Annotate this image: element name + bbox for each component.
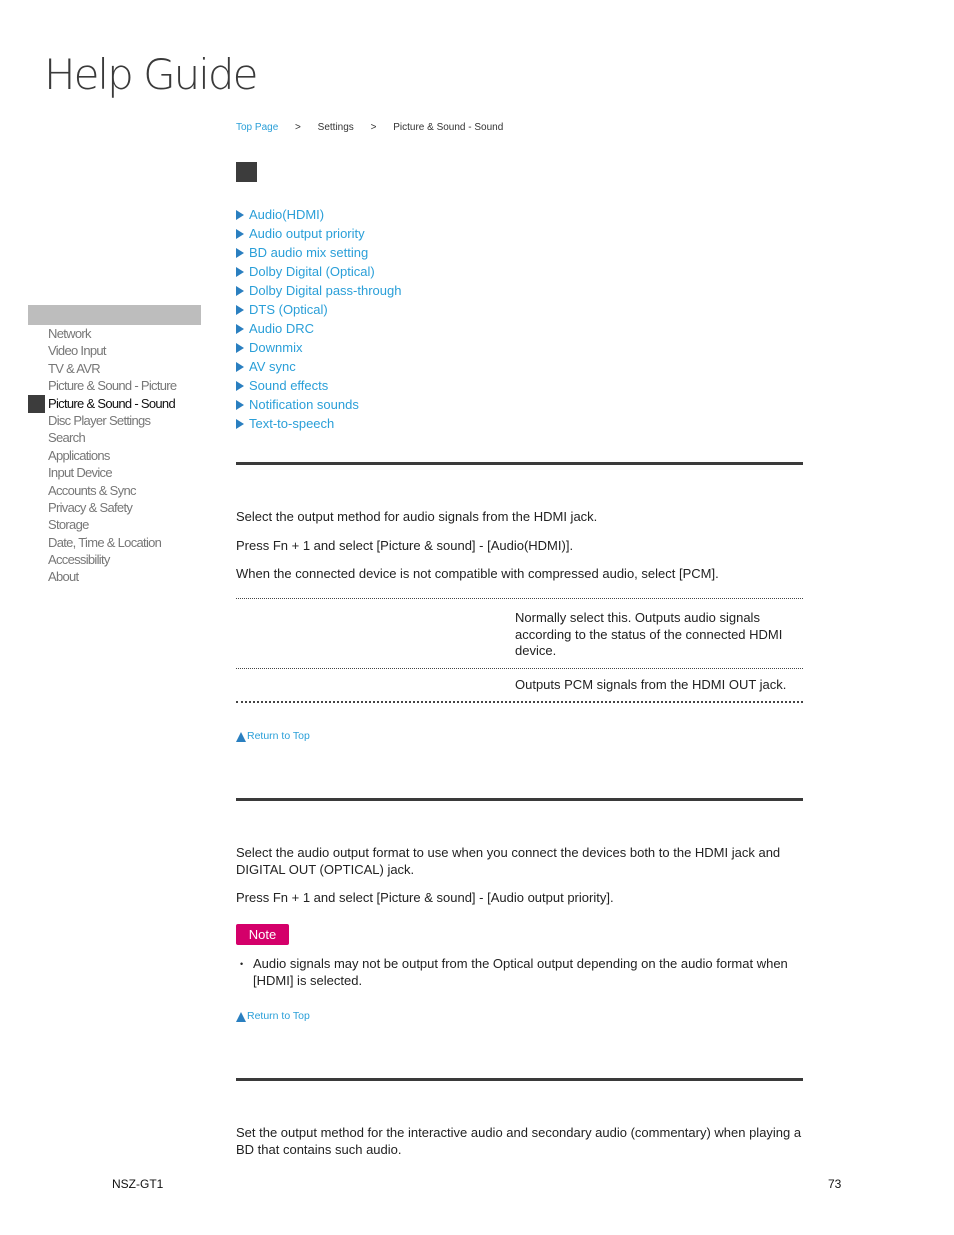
toc-item-label: Dolby Digital (Optical)	[249, 264, 375, 279]
sidebar-item-picture-sound-picture[interactable]: Picture & Sound - Picture	[48, 378, 177, 394]
return-to-top-link[interactable]	[236, 730, 310, 742]
toc-item-bd-audio-mix-setting[interactable]	[236, 243, 401, 262]
breadcrumb-separator: >	[370, 122, 377, 133]
table-of-contents	[236, 205, 401, 433]
sidebar-item-storage[interactable]: Storage	[48, 517, 89, 533]
section2-description: Select the audio output format to use when you connect the devices both to the HDMI jack and DIGITAL OUT (OPTICAL) jack.	[236, 845, 781, 877]
arrow-right-icon	[236, 305, 244, 315]
toc-item-downmix[interactable]	[236, 338, 401, 357]
section2-instruction: Press Fn + 1 and select [Picture & sound] - [Audio output priority].	[236, 890, 614, 905]
return-to-top-label: Return to Top	[247, 1010, 310, 1022]
sidebar-item-input-device[interactable]: Input Device	[48, 465, 112, 481]
sidebar-item-accounts-sync[interactable]: Accounts & Sync	[48, 482, 136, 498]
note-list-item	[240, 956, 800, 989]
sidebar-item-search[interactable]: Search	[48, 430, 85, 446]
toc-item-label: Dolby Digital pass-through	[249, 283, 402, 298]
table-border	[236, 701, 803, 703]
breadcrumb-separator: >	[295, 122, 301, 133]
arrow-right-icon	[236, 248, 244, 258]
toc-item-label: Notification sounds	[249, 397, 359, 412]
page-title: Help Guide	[44, 50, 257, 99]
sidebar-item-picture-sound-sound[interactable]: Picture & Sound - Sound	[28, 395, 201, 412]
section3-description: Set the output method for the interactive audio and secondary audio (commentary) when playing a BD that contains such audio.	[236, 1125, 802, 1157]
arrow-right-icon	[236, 400, 244, 410]
sidebar-item-date-time-location[interactable]: Date, Time & Location	[48, 534, 162, 550]
sidebar	[28, 305, 201, 586]
section1-instruction: Press Fn + 1 and select [Picture & sound] - [Audio(HDMI)].	[236, 538, 574, 553]
sidebar-item-disc-player-settings[interactable]: Disc Player Settings	[48, 412, 151, 428]
toc-item-audio-drc[interactable]	[236, 319, 401, 338]
breadcrumb-settings: Settings	[317, 122, 354, 133]
section1-description: Select the output method for audio signals from the HDMI jack.	[236, 509, 598, 524]
arrow-right-icon	[236, 343, 244, 353]
footer-page-number: 73	[828, 1177, 842, 1191]
toc-item-av-sync[interactable]	[236, 357, 401, 376]
toc-item-label: DTS (Optical)	[249, 302, 328, 317]
toc-item-sound-effects[interactable]	[236, 376, 401, 395]
toc-item-label: Text-to-speech	[249, 416, 335, 431]
toc-item-label: Audio DRC	[249, 321, 315, 336]
sidebar-item-video-input[interactable]: Video Input	[48, 343, 106, 359]
note-text: Audio signals may not be output from the Optical output depending on the audio format when [HDMI] is selected.	[253, 956, 788, 988]
toc-item-label: Audio output priority	[249, 226, 365, 241]
toc-item-notification-sounds[interactable]	[236, 395, 401, 414]
toc-item-dolby-digital-pass-through[interactable]	[236, 281, 401, 300]
sidebar-item-about[interactable]: About	[48, 569, 79, 585]
toc-item-dts-optical[interactable]	[236, 300, 401, 319]
option-row1-description: Normally select this. Outputs audio signals according to the status of the connected HDMI device.	[515, 610, 783, 658]
arrow-up-icon	[236, 1012, 246, 1022]
bullet-icon: •	[240, 959, 244, 969]
section-divider	[236, 1078, 803, 1081]
return-to-top-label: Return to Top	[247, 730, 310, 742]
section-divider	[236, 798, 803, 801]
arrow-right-icon	[236, 324, 244, 334]
toc-item-dolby-digital-optical[interactable]	[236, 262, 401, 281]
footer-model: NSZ-GT1	[112, 1177, 164, 1191]
arrow-right-icon	[236, 229, 244, 239]
toc-item-label: Audio(HDMI)	[249, 207, 325, 222]
arrow-right-icon	[236, 267, 244, 277]
toc-item-text-to-speech[interactable]	[236, 414, 401, 433]
section1-note: When the connected device is not compatible with compressed audio, select [PCM].	[236, 566, 719, 581]
toc-item-label: Downmix	[249, 340, 303, 355]
toc-item-label: Sound effects	[249, 378, 329, 393]
sidebar-header	[28, 305, 201, 325]
arrow-right-icon	[236, 286, 244, 296]
sidebar-item-network[interactable]: Network	[48, 326, 91, 341]
return-to-top-link[interactable]	[236, 1010, 310, 1022]
toc-item-audio-hdmi[interactable]	[236, 205, 401, 224]
arrow-right-icon	[236, 362, 244, 372]
sidebar-list	[28, 325, 201, 586]
note-badge: Note	[236, 924, 289, 945]
arrow-right-icon	[236, 419, 244, 429]
breadcrumb	[236, 122, 503, 133]
arrow-right-icon	[236, 381, 244, 391]
section-heading-marker	[236, 162, 257, 182]
toc-item-label: BD audio mix setting	[249, 245, 369, 260]
breadcrumb-current: Picture & Sound - Sound	[393, 122, 504, 133]
toc-item-audio-output-priority[interactable]	[236, 224, 401, 243]
table-border	[236, 598, 803, 599]
section-divider	[236, 462, 803, 465]
sidebar-item-privacy-safety[interactable]: Privacy & Safety	[48, 499, 133, 515]
toc-item-label: AV sync	[249, 359, 296, 374]
sidebar-item-applications[interactable]: Applications	[48, 447, 110, 463]
breadcrumb-top-page-link[interactable]: Top Page	[236, 122, 279, 133]
option-row2-description: Outputs PCM signals from the HDMI OUT jack.	[515, 677, 787, 692]
sidebar-item-accessibility[interactable]: Accessibility	[48, 552, 110, 568]
arrow-up-icon	[236, 732, 246, 742]
table-border	[236, 668, 803, 669]
sidebar-item-tv-avr[interactable]: TV & AVR	[48, 360, 100, 376]
arrow-right-icon	[236, 210, 244, 220]
